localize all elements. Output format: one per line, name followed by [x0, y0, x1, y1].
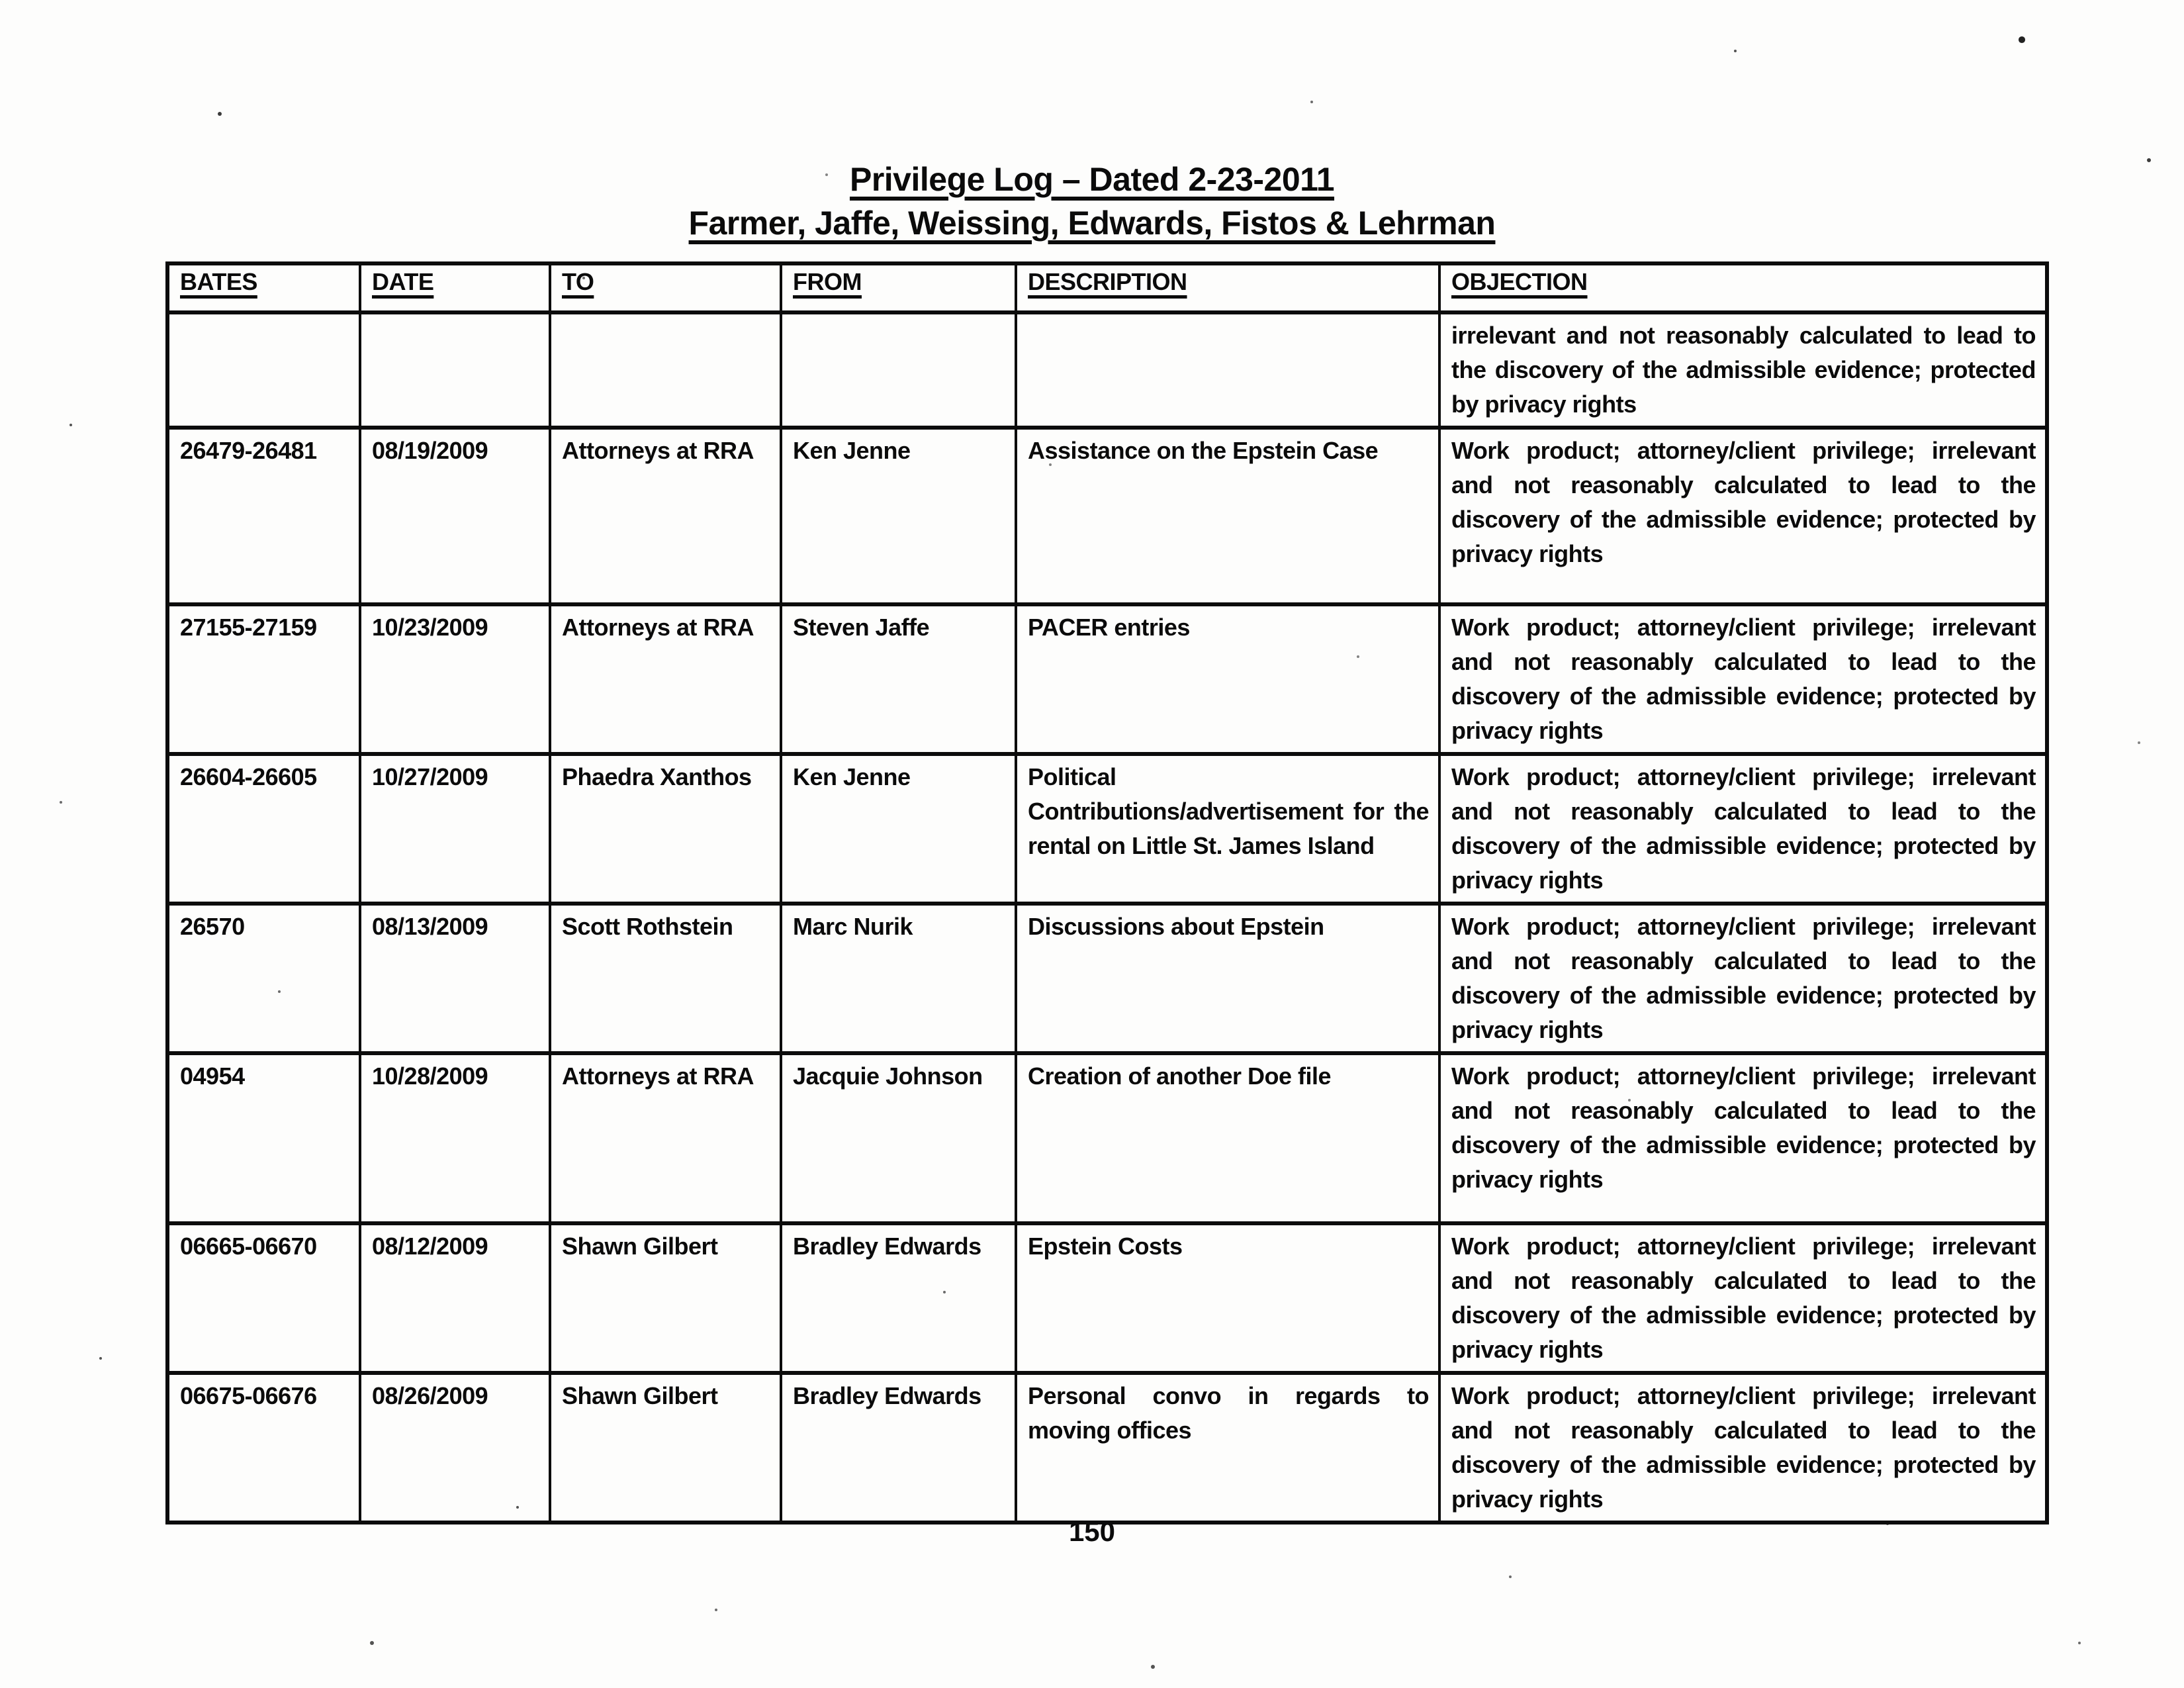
- cell-from: Ken Jenne: [781, 754, 1016, 904]
- table-row: [167, 1373, 2047, 1523]
- cell-bates: 26479-26481: [167, 428, 360, 604]
- cell-description: Political Contributions/advertisement for the rental on Little St. James Island: [1016, 754, 1439, 904]
- cell-to: Attorneys at RRA: [550, 428, 781, 604]
- column-header-to: [550, 263, 781, 312]
- cell-date: 08/26/2009: [360, 1373, 550, 1523]
- cell-objection: Work product; attorney/client privilege; irrelevant and not reasonably calculated to lead to the discovery of the admissible evidence; protected by privacy rights: [1439, 1373, 2047, 1523]
- cell-date: 08/13/2009: [360, 904, 550, 1053]
- column-header-date: [360, 263, 550, 312]
- cell-description: Personal convo in regards to moving offices: [1016, 1373, 1439, 1523]
- cell-description: [1016, 312, 1439, 428]
- column-header-description: [1016, 263, 1439, 312]
- cell-description: Epstein Costs: [1016, 1223, 1439, 1373]
- table-header-row: [167, 263, 2047, 312]
- table-row: [167, 1223, 2047, 1373]
- cell-to: Shawn Gilbert: [550, 1373, 781, 1523]
- cell-objection: Work product; attorney/client privilege; irrelevant and not reasonably calculated to lead to the discovery of the admissible evidence; protected by privacy rights: [1439, 604, 2047, 754]
- column-header-label: OBJECTION: [1451, 268, 1588, 295]
- cell-from: Jacquie Johnson: [781, 1053, 1016, 1223]
- cell-to: Scott Rothstein: [550, 904, 781, 1053]
- cell-date: [360, 312, 550, 428]
- cell-from: Marc Nurik: [781, 904, 1016, 1053]
- cell-date: 10/23/2009: [360, 604, 550, 754]
- cell-objection: Work product; attorney/client privilege; irrelevant and not reasonably calculated to lead to the discovery of the admissible evidence; protected by privacy rights: [1439, 1223, 2047, 1373]
- cell-to: Attorneys at RRA: [550, 604, 781, 754]
- cell-objection: irrelevant and not reasonably calculated to lead to the discovery of the admissible evidence; protected by privacy rights: [1439, 312, 2047, 428]
- column-header-objection: [1439, 263, 2047, 312]
- cell-objection: Work product; attorney/client privilege; irrelevant and not reasonably calculated to lead to the discovery of the admissible evidence; protected by privacy rights: [1439, 754, 2047, 904]
- cell-from: Ken Jenne: [781, 428, 1016, 604]
- cell-objection: Work product; attorney/client privilege; irrelevant and not reasonably calculated to lead to the discovery of the admissible evidence; protected by privacy rights: [1439, 428, 2047, 604]
- cell-description: Creation of another Doe file: [1016, 1053, 1439, 1223]
- cell-date: 10/28/2009: [360, 1053, 550, 1223]
- column-header-label: DESCRIPTION: [1028, 268, 1187, 295]
- cell-from: Steven Jaffe: [781, 604, 1016, 754]
- column-header-bates: [167, 263, 360, 312]
- column-header-label: DATE: [372, 268, 434, 295]
- table-body: [167, 312, 2047, 1523]
- table-row: [167, 1053, 2047, 1223]
- document-title-block: [0, 158, 2184, 245]
- document-subtitle: Farmer, Jaffe, Weissing, Edwards, Fistos & Lehrman: [688, 205, 1496, 242]
- column-header-label: BATES: [180, 268, 257, 295]
- column-header-from: [781, 263, 1016, 312]
- cell-bates: [167, 312, 360, 428]
- column-header-label: TO: [562, 268, 594, 295]
- cell-to: Phaedra Xanthos: [550, 754, 781, 904]
- cell-from: Bradley Edwards: [781, 1223, 1016, 1373]
- cell-bates: 06665-06670: [167, 1223, 360, 1373]
- cell-date: 08/19/2009: [360, 428, 550, 604]
- cell-objection: Work product; attorney/client privilege; irrelevant and not reasonably calculated to lead to the discovery of the admissible evidence; protected by privacy rights: [1439, 1053, 2047, 1223]
- cell-to: Attorneys at RRA: [550, 1053, 781, 1223]
- table-row: [167, 312, 2047, 428]
- cell-bates: 06675-06676: [167, 1373, 360, 1523]
- cell-bates: 26604-26605: [167, 754, 360, 904]
- privilege-log-table: [165, 261, 2049, 1524]
- cell-to: Shawn Gilbert: [550, 1223, 781, 1373]
- cell-date: 08/12/2009: [360, 1223, 550, 1373]
- cell-description: PACER entries: [1016, 604, 1439, 754]
- cell-objection: Work product; attorney/client privilege; irrelevant and not reasonably calculated to lead to the discovery of the admissible evidence; protected by privacy rights: [1439, 904, 2047, 1053]
- table-row: [167, 428, 2047, 604]
- cell-from: Bradley Edwards: [781, 1373, 1016, 1523]
- cell-description: Discussions about Epstein: [1016, 904, 1439, 1053]
- column-header-label: FROM: [793, 268, 862, 295]
- cell-description: Assistance on the Epstein Case: [1016, 428, 1439, 604]
- table-row: [167, 904, 2047, 1053]
- cell-bates: 27155-27159: [167, 604, 360, 754]
- cell-bates: 04954: [167, 1053, 360, 1223]
- scan-noise: [0, 0, 3, 3]
- cell-from: [781, 312, 1016, 428]
- page-number: 150: [1068, 1516, 1116, 1547]
- cell-date: 10/27/2009: [360, 754, 550, 904]
- table-row: [167, 754, 2047, 904]
- table-row: [167, 604, 2047, 754]
- document-title: Privilege Log – Dated 2-23-2011: [849, 161, 1335, 198]
- cell-bates: 26570: [167, 904, 360, 1053]
- cell-to: [550, 312, 781, 428]
